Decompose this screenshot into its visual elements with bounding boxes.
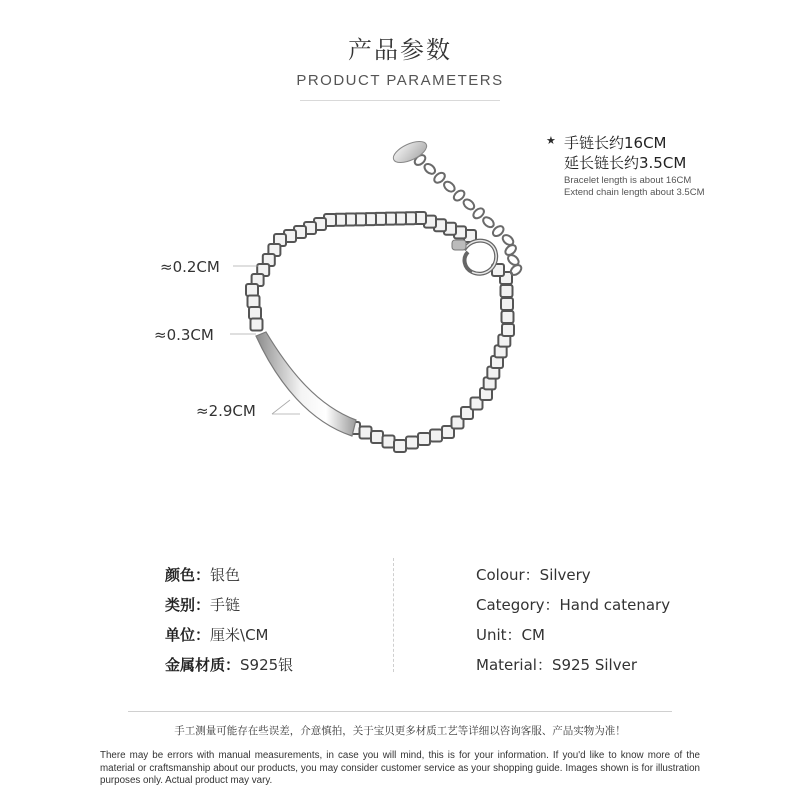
chain-link xyxy=(502,324,514,336)
bar-width-label: ≈0.3CM xyxy=(154,326,214,344)
extension-link xyxy=(481,215,495,229)
page-subtitle: PRODUCT PARAMETERS xyxy=(296,72,504,89)
note-line-3: Bracelet length is about 16CM xyxy=(564,175,692,186)
note-line-4: Extend chain length about 3.5CM xyxy=(564,187,705,198)
chain-link xyxy=(248,296,260,308)
spec-row-en: Category：Hand catenary xyxy=(476,596,671,614)
chain-link xyxy=(383,436,395,448)
chain-width-label: ≈0.2CM xyxy=(160,258,220,276)
note-line-1: 手链长约16CM xyxy=(564,134,667,152)
bar-length-label: ≈2.9CM xyxy=(196,402,256,420)
bar-charm xyxy=(256,332,356,436)
footer-divider xyxy=(128,711,672,712)
chain-link xyxy=(430,430,442,442)
chain-link xyxy=(501,285,513,297)
chain-link xyxy=(418,433,430,445)
star-icon: ★ xyxy=(546,134,556,147)
disclaimer-cn: 手工测量可能存在些误差，介意慎拍，关于宝贝更多材质工艺等详细以咨询客服、产品实物为准！ xyxy=(174,725,626,737)
disclaimer-en: There may be errors with manual measurements, in case you will mind, this is for your information. If you'd like to know more of the material or craftsmanship about our products, you may consider customer service as your shopping guide. Images shown is for illustration purposes only. Actual product may vary. xyxy=(100,750,700,787)
lobster-clasp xyxy=(452,240,496,274)
spec-row-en: Colour：Silvery xyxy=(476,566,591,584)
extension-link xyxy=(442,180,456,194)
extension-link xyxy=(509,263,523,277)
chain-link xyxy=(502,311,514,323)
spec-row-cn: 颜色：银色 xyxy=(165,566,241,584)
chain-link xyxy=(406,437,418,449)
chain-link xyxy=(251,319,263,331)
chain-link xyxy=(249,307,261,319)
chain-link xyxy=(246,284,258,296)
spec-row-en: Unit：CM xyxy=(476,626,545,644)
spec-row-cn: 单位：厘米\CM xyxy=(165,626,269,644)
spec-row-cn: 金属材质：S925银 xyxy=(165,656,294,674)
chain-link xyxy=(501,298,513,310)
extension-link xyxy=(462,198,476,212)
chain-link xyxy=(371,431,383,443)
extension-link xyxy=(423,162,437,176)
spec-row-en: Material：S925 Silver xyxy=(476,656,638,674)
spec-row-cn: 类别：手链 xyxy=(165,596,241,614)
page-title: 产品参数 xyxy=(348,36,452,64)
chain-link xyxy=(360,427,372,439)
note-line-2: 延长链长约3.5CM xyxy=(564,154,687,172)
spec-table xyxy=(0,560,800,674)
chain-link xyxy=(394,440,406,452)
